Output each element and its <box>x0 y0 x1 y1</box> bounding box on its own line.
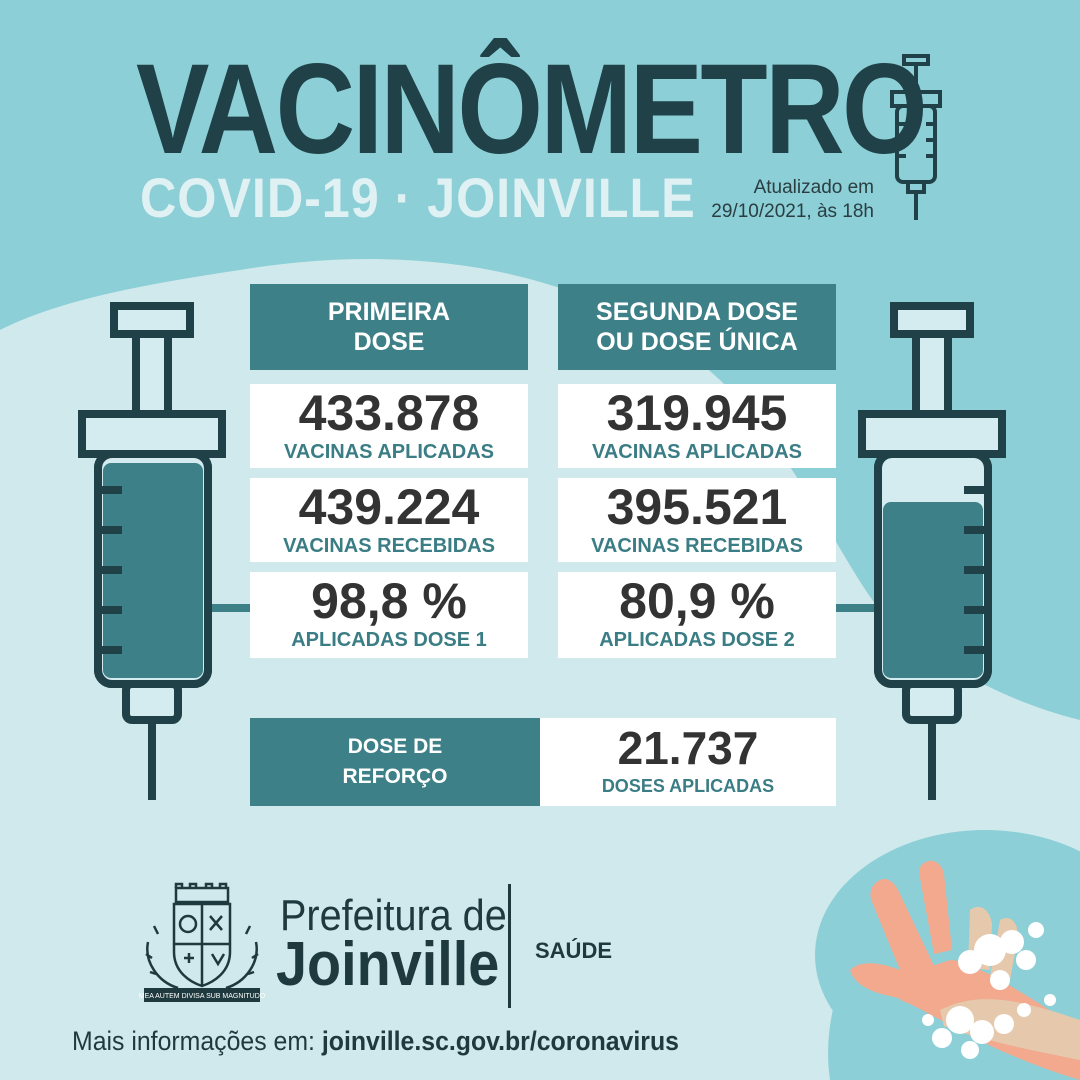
hand-washing-illustration <box>840 850 1080 1080</box>
updated-label: Atualizado em <box>753 177 874 198</box>
footer-info <box>72 1026 679 1057</box>
first-dose-received-value: 439.224 <box>298 479 480 535</box>
footer-info-link[interactable]: joinville.sc.gov.br/coronavirus <box>321 1026 679 1056</box>
second-dose-received-label: VACINAS RECEBIDAS <box>591 535 803 557</box>
city-crest-logo <box>134 882 270 1010</box>
updated-timestamp <box>711 176 874 224</box>
first-dose-percent-value: 98,8 % <box>311 573 467 629</box>
second-dose-header-line1: SEGUNDA DOSE <box>596 298 798 326</box>
first-dose-applied-label: VACINAS APLICADAS <box>283 441 494 463</box>
first-dose-header-line2: DOSE <box>353 328 425 356</box>
page-subtitle: COVID-19 · JOINVILLE <box>140 166 696 229</box>
second-dose-applied-value: 319.945 <box>606 385 788 441</box>
booster-header <box>250 718 540 806</box>
second-dose-applied-card <box>558 384 836 468</box>
syringe-right-icon <box>856 300 1016 810</box>
page-title: VACINÔMETRO <box>136 38 926 181</box>
first-dose-percent-label: APLICADAS DOSE 1 <box>291 629 487 651</box>
syringe-left-icon <box>76 300 236 810</box>
logo-divider <box>508 884 511 1008</box>
second-dose-received-value: 395.521 <box>606 479 788 535</box>
booster-card <box>540 718 836 806</box>
second-dose-percent-label: APLICADAS DOSE 2 <box>599 629 795 651</box>
booster-header-line1: DOSE DE <box>347 735 443 758</box>
second-dose-percent-card <box>558 572 836 658</box>
booster-header-line2: REFORÇO <box>342 765 448 788</box>
first-dose-applied-value: 433.878 <box>298 385 480 441</box>
second-dose-header <box>558 284 836 370</box>
department-label: SAÚDE <box>535 938 613 963</box>
first-dose-applied-card <box>250 384 528 468</box>
booster-value: 21.737 <box>617 722 759 774</box>
crest-motto: MEA AUTEM DIVISA SUB MAGNITUDO <box>138 993 266 1000</box>
first-dose-received-card <box>250 478 528 562</box>
first-dose-header <box>250 284 528 370</box>
footer-info-prefix: Mais informações em: <box>72 1026 322 1056</box>
second-dose-applied-label: VACINAS APLICADAS <box>591 441 802 463</box>
first-dose-header-line1: PRIMEIRA <box>327 298 451 326</box>
second-dose-percent-value: 80,9 % <box>619 573 775 629</box>
updated-date: 29/10/2021, às 18h <box>711 201 874 222</box>
booster-label: DOSES APLICADAS <box>601 776 775 796</box>
org-name-line2: Joinville <box>276 930 500 999</box>
org-name-line1: Prefeitura de <box>280 891 507 940</box>
second-dose-header-line2: OU DOSE ÚNICA <box>596 328 798 356</box>
second-dose-received-card <box>558 478 836 562</box>
first-dose-percent-card <box>250 572 528 658</box>
syringe-icon <box>888 52 944 224</box>
first-dose-received-label: VACINAS RECEBIDAS <box>283 535 495 557</box>
